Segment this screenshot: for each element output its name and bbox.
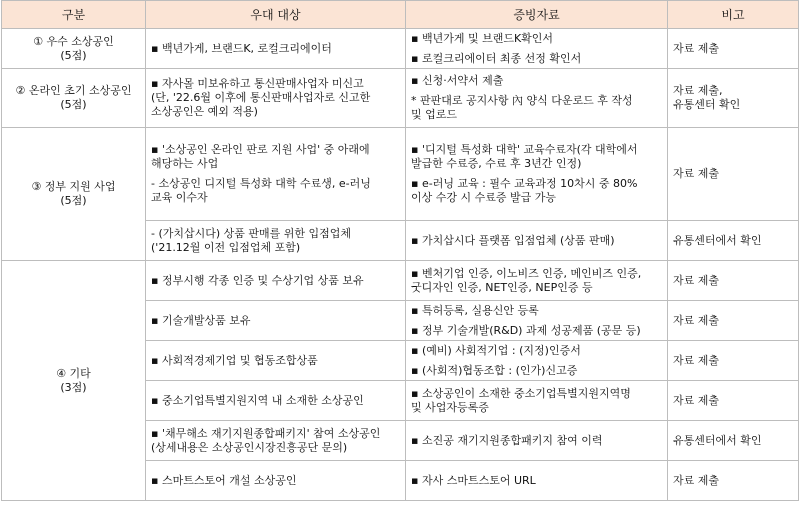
category-cell <box>2 69 146 128</box>
category-line: (5점) <box>60 194 87 207</box>
cell-line: ▪ e-러닝 교육 : 필수 교육과정 10차시 중 80% <box>411 177 638 190</box>
note-cell <box>668 381 799 421</box>
cell-line: ▪ 특허등록, 실용신안 등록 <box>411 303 539 317</box>
cell-line: ▪ 사회적경제기업 및 협동조합상품 <box>151 353 318 367</box>
cell-line: - 소상공인 디지털 특성화 대학 수료생, e-러닝 <box>151 177 371 190</box>
cell-line: * 판판대로 공지사항 內 양식 다운로드 후 작성 <box>411 94 633 107</box>
cell-line: 소상공인은 예외 적용) <box>151 105 258 118</box>
header-target: 우대 대상 <box>146 1 406 29</box>
target-cell <box>146 461 406 501</box>
note-cell <box>668 29 799 69</box>
target-cell <box>146 301 406 341</box>
header-note: 비고 <box>668 1 799 29</box>
cell-line: 자료 제출 <box>673 273 720 287</box>
cell-line: 및 사업자등록증 <box>411 400 489 414</box>
target-cell <box>146 261 406 301</box>
category-line: ② 온라인 초기 소상공인 <box>15 84 132 97</box>
table-row <box>2 29 799 69</box>
cell-line: 유통센터에서 확인 <box>673 433 762 447</box>
evidence-cell <box>406 261 668 301</box>
note-cell <box>668 421 799 461</box>
cell-line: ▪ '소상공인 온라인 판로 지원 사업' 중 아래에 <box>151 143 370 156</box>
evidence-cell <box>406 128 668 221</box>
cell-line: ▪ 정부 기술개발(R&D) 과제 성공제품 (공문 등) <box>411 323 641 337</box>
category-cell <box>2 29 146 69</box>
cell-line: 자료 제출 <box>673 473 720 487</box>
category-line: (3점) <box>60 380 87 394</box>
cell-line: ▪ 소진공 재기지원종합패키지 참여 이력 <box>411 433 603 447</box>
note-cell <box>668 128 799 221</box>
cell-line: (단, '22.6월 이후에 통신판매사업자로 신고한 <box>151 91 371 104</box>
note-cell <box>668 341 799 381</box>
cell-line: ('21.12월 이전 입점업체 포함) <box>151 240 301 254</box>
cell-line: 자료 제출 <box>673 167 720 180</box>
note-cell <box>668 221 799 261</box>
cell-line: ▪ '디지털 특성화 대학' 교육수료자(각 대학에서 <box>411 143 638 156</box>
preference-criteria-table <box>1 0 799 501</box>
cell-line: ▪ 자사 스마트스토어 URL <box>411 473 536 487</box>
table-row <box>2 128 799 221</box>
note-cell <box>668 69 799 128</box>
note-cell <box>668 261 799 301</box>
cell-line: ▪ 자사몰 미보유하고 통신판매사업자 미신고 <box>151 77 364 90</box>
target-cell <box>146 421 406 461</box>
category-line: (5점) <box>60 98 87 111</box>
table-row <box>2 69 799 128</box>
category-line: ③ 정부 지원 사업 <box>31 180 116 193</box>
cell-line: ▪ 가치삽시다 플랫폼 입점업체 (상품 판매) <box>411 233 615 247</box>
cell-line: 교육 이수자 <box>151 191 208 204</box>
evidence-cell <box>406 421 668 461</box>
target-cell <box>146 341 406 381</box>
cell-line: ▪ (사회적)협동조합 : (인가)신고증 <box>411 363 578 377</box>
evidence-cell <box>406 221 668 261</box>
cell-line: ▪ 벤처기업 인증, 이노비즈 인증, 메인비즈 인증, <box>411 266 642 280</box>
cell-line: 발급한 수료증, 수료 후 3년간 인정) <box>411 157 582 170</box>
cell-line: 및 업로드 <box>411 108 458 121</box>
cell-line: ▪ 중소기업특별지원지역 내 소재한 소상공인 <box>151 393 364 407</box>
cell-line: 이상 수강 시 수료증 발급 가능 <box>411 191 556 204</box>
cell-line: 자료 제출, <box>673 84 723 97</box>
cell-line: - (가치삽시다) 상품 판매를 위한 입점업체 <box>151 226 352 240</box>
category-line: (5점) <box>60 48 87 62</box>
category-line: ① 우수 소상공인 <box>33 34 114 48</box>
evidence-cell <box>406 381 668 421</box>
cell-line: (상세내용은 소상공인시장진흥공단 문의) <box>151 440 348 454</box>
cell-line: 해당하는 사업 <box>151 157 219 170</box>
cell-line: 자료 제출 <box>673 353 720 367</box>
target-cell <box>146 29 406 69</box>
cell-line: 자료 제출 <box>673 41 720 55</box>
note-cell <box>668 301 799 341</box>
evidence-cell <box>406 461 668 501</box>
cell-line: ▪ 스마트스토어 개설 소상공인 <box>151 473 297 487</box>
target-cell <box>146 381 406 421</box>
cell-line: ▪ 백년가게 및 브랜드K확인서 <box>411 31 554 45</box>
cell-line: 자료 제출 <box>673 393 720 407</box>
evidence-cell <box>406 29 668 69</box>
cell-line: 자료 제출 <box>673 313 720 327</box>
cell-line: ▪ 소상공인이 소재한 중소기업특별지원지역명 <box>411 386 631 400</box>
cell-line: ▪ '채무해소 재기지원종합패키지' 참여 소상공인 <box>151 426 381 440</box>
evidence-cell <box>406 341 668 381</box>
cell-line: ▪ 기술개발상품 보유 <box>151 313 251 327</box>
cell-line: ▪ 정부시행 각종 인증 및 수상기업 상품 보유 <box>151 273 364 287</box>
cell-line: 유통센터 확인 <box>673 98 741 111</box>
note-cell <box>668 461 799 501</box>
cell-line: ▪ (예비) 사회적기업 : (지정)인증서 <box>411 343 581 357</box>
table-row <box>2 261 799 301</box>
cell-line: 유통센터에서 확인 <box>673 233 762 247</box>
evidence-cell <box>406 69 668 128</box>
category-cell <box>2 128 146 261</box>
target-cell <box>146 221 406 261</box>
category-cell <box>2 261 146 501</box>
header-category: 구분 <box>2 1 146 29</box>
target-cell <box>146 69 406 128</box>
header-evidence: 증빙자료 <box>406 1 668 29</box>
cell-line: ▪ 로컬크리에이터 최종 선정 확인서 <box>411 51 582 65</box>
header-row <box>2 1 799 29</box>
target-cell <box>146 128 406 221</box>
cell-line: ▪ 신청·서약서 제출 <box>411 74 504 87</box>
cell-line: ▪ 백년가게, 브랜드K, 로컬크리에이터 <box>151 41 332 55</box>
category-line: ④ 기타 <box>56 366 91 380</box>
evidence-cell <box>406 301 668 341</box>
cell-line: 굿디자인 인증, NET인증, NEP인증 등 <box>411 280 593 294</box>
